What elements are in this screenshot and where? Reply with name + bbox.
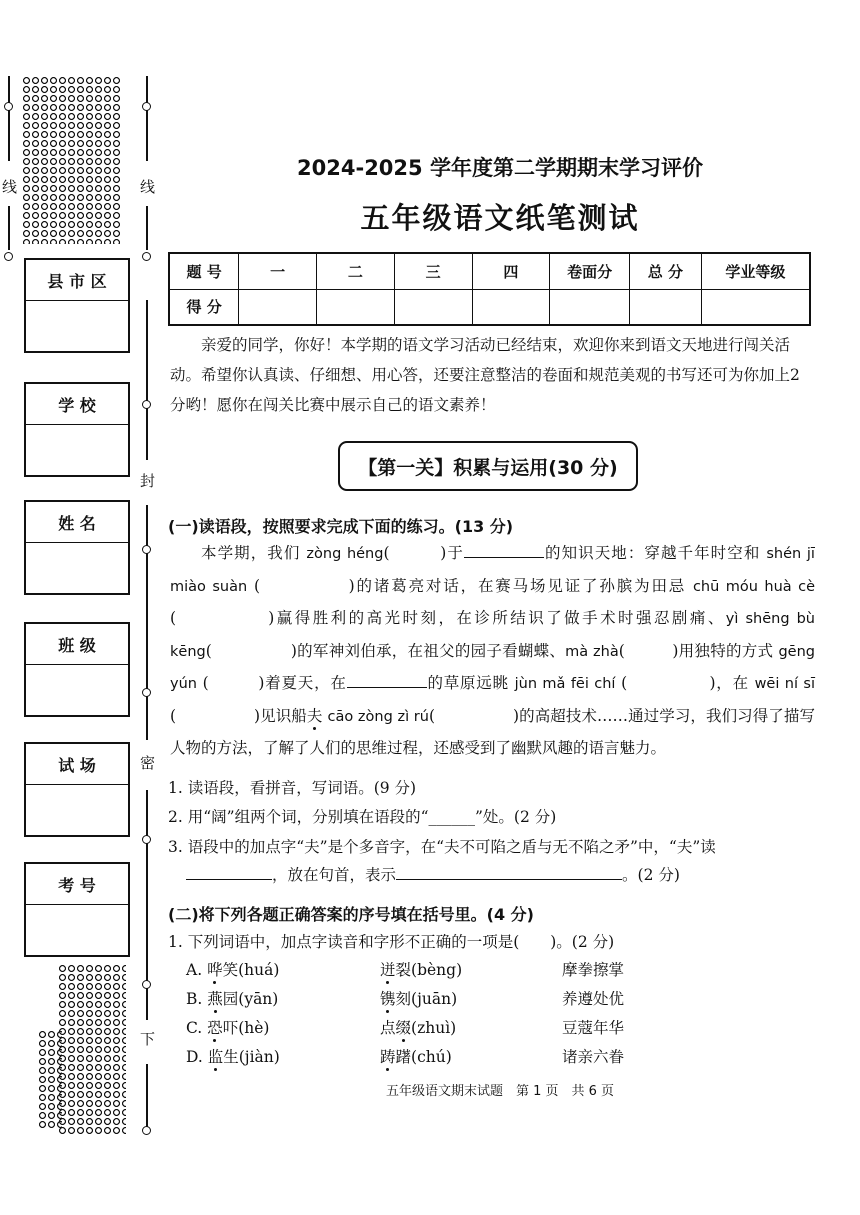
- question-1-2: 2. 用“阔”组两个词，分别填在语段的“______”处。(2 分): [168, 808, 557, 826]
- score-cell-part4: 四: [472, 253, 550, 289]
- option-col-2: [380, 956, 462, 984]
- exam-room-input[interactable]: [26, 785, 128, 835]
- option-letter[interactable]: D.: [186, 1048, 208, 1066]
- passage-text: ( )，在: [615, 674, 755, 692]
- score-table-header-row: [169, 253, 810, 289]
- stage-1-banner: 【第一关】积累与运用(30 分): [338, 441, 638, 491]
- pinyin-prompt: yì shēng bù kēng: [170, 611, 815, 660]
- binding-ring: [142, 980, 151, 989]
- question-1-3-mid: ，放在句首，表示: [272, 866, 397, 884]
- option-idiom: 养遵处优: [562, 990, 625, 1008]
- pinyin-prompt: shén jī miào suàn: [170, 546, 815, 595]
- pinyin-prompt: wēi ní sī: [754, 676, 815, 692]
- binding-line: [146, 206, 148, 250]
- binding-line: [146, 76, 148, 161]
- section-1-heading: (一)读语段，按照要求完成下面的练习。(13 分): [168, 517, 514, 536]
- dotted-char: 哗: [207, 961, 223, 979]
- option-col-1: [186, 985, 278, 1013]
- passage-text: ( )见识船: [170, 706, 307, 725]
- option-text: 刻(juān): [395, 990, 458, 1008]
- exam-room-label: 试 场: [26, 744, 128, 785]
- option-text: 园(yān): [222, 990, 279, 1008]
- pinyin-prompt: zòng héng: [306, 546, 384, 562]
- binding-ring: [142, 1126, 151, 1135]
- binding-line: [146, 300, 148, 460]
- binding-ring: [142, 400, 151, 409]
- exam-number-input[interactable]: [26, 905, 128, 955]
- score-input[interactable]: [701, 289, 810, 325]
- option-col-2: [380, 985, 457, 1013]
- name-field-box[interactable]: [24, 500, 130, 595]
- passage-text: ( )的诸葛亮对话，在赛马场见证了孙膑为田忌: [247, 576, 693, 595]
- school-input[interactable]: [26, 425, 128, 475]
- passage-text: ( )用独特的方式: [618, 641, 779, 660]
- pinyin-prompt: mà zhà: [565, 643, 619, 660]
- passage-text: 的知识天地：穿越千年时空和: [543, 544, 767, 562]
- school-label: 学 校: [26, 384, 128, 425]
- score-cell-part1: 一: [239, 253, 317, 289]
- dotted-char: 监: [207, 1048, 224, 1066]
- option-letter[interactable]: B.: [186, 990, 208, 1008]
- dotted-char: 恐: [207, 1019, 223, 1037]
- binding-line: [146, 505, 148, 740]
- option-col-1: [186, 956, 279, 984]
- score-cell-neatness: 卷面分: [550, 253, 630, 289]
- option-letter[interactable]: C.: [186, 1019, 208, 1037]
- dotted-char: 迸: [380, 961, 396, 979]
- dotted-char: 燕: [207, 990, 223, 1008]
- option-letter[interactable]: A.: [186, 961, 208, 979]
- binding-line: [8, 206, 10, 250]
- binding-char-line-left: 线: [2, 178, 18, 196]
- exam-number-label: 考 号: [26, 864, 128, 905]
- option-text: 吓(hè): [222, 1019, 270, 1037]
- dotted-char: 缀: [395, 1019, 412, 1037]
- binding-char-secret: 密: [140, 754, 156, 772]
- question-1-3: [168, 833, 816, 889]
- county-label: 县 市 区: [26, 260, 128, 301]
- score-table-score-row: [169, 289, 810, 325]
- score-cell-grade: 学业等级: [701, 253, 810, 289]
- score-input[interactable]: [472, 289, 550, 325]
- option-text: 裂(bèng): [395, 961, 463, 979]
- dotted-char: 夫: [306, 706, 323, 725]
- class-input[interactable]: [26, 665, 128, 715]
- county-field-box[interactable]: [24, 258, 130, 353]
- answer-blank[interactable]: [464, 539, 544, 558]
- option-text: 点: [380, 1019, 396, 1037]
- name-input[interactable]: [26, 543, 128, 593]
- binding-char-seal: 封: [140, 472, 156, 490]
- score-row-label: 得 分: [169, 289, 239, 325]
- option-col-2: [380, 1014, 456, 1042]
- binding-line: [8, 76, 10, 161]
- answer-blank[interactable]: [396, 861, 622, 880]
- page-footer: 五年级语文期末试题 第 1 页 共 6 页: [385, 1084, 615, 1099]
- answer-blank[interactable]: [347, 669, 427, 688]
- score-table: [168, 252, 811, 326]
- score-input[interactable]: [630, 289, 702, 325]
- option-col-2: [380, 1043, 452, 1071]
- binding-ring: [142, 688, 151, 697]
- option-idiom: 豆蔻年华: [562, 1019, 625, 1037]
- section-2-heading: (二)将下列各题正确答案的序号填在括号里。(4 分): [168, 905, 534, 924]
- score-input[interactable]: [239, 289, 317, 325]
- binding-dots-top: [22, 76, 122, 244]
- passage-text: 的草原远眺: [426, 674, 515, 692]
- exam-subtitle: 五年级语文纸笔测试: [360, 201, 640, 235]
- binding-ring: [142, 252, 151, 261]
- score-cell-total: 总 分: [630, 253, 702, 289]
- option-text: 生(jiàn): [223, 1048, 280, 1066]
- binding-char-below: 下: [140, 1030, 156, 1048]
- passage-text: ( )赢得胜利的高光时刻，在诊所结识了做手术时强忍剧痛、: [170, 609, 726, 627]
- exam-number-field-box[interactable]: [24, 862, 130, 957]
- binding-dots-bottom-left: [38, 1030, 62, 1130]
- class-field-box[interactable]: [24, 622, 130, 717]
- binding-ring: [4, 252, 13, 261]
- pinyin-prompt: jùn mǎ fēi chí: [514, 676, 616, 692]
- binding-ring: [142, 102, 151, 111]
- question-1-3-end: 。(2 分): [622, 866, 680, 884]
- score-input[interactable]: [394, 289, 472, 325]
- binding-ring: [142, 545, 151, 554]
- option-text: 躇(chú): [395, 1048, 452, 1066]
- option-idiom: 摩拳擦掌: [562, 961, 625, 979]
- intro-paragraph: 亲爱的同学，你好！本学期的语文学习活动已经结束，欢迎你来到语文天地进行闯关活动。希望你认真读、仔细想、用心答，还要注意整洁的卷面和规范美观的书写还可为你加上2分哟！愿你在闯关比赛中展示自己的语文素养！: [170, 336, 800, 414]
- class-label: 班 级: [26, 624, 128, 665]
- option-text: (zhuì): [411, 1019, 457, 1037]
- score-cell-label: 题 号: [169, 253, 239, 289]
- passage-text: ( )的高超技术……通过学习，我们习得了描写人物的方法，了解了人们的思维过程，还感受到了幽默风趣的语言魅力。: [170, 706, 815, 757]
- passage-text: ( )于: [383, 544, 464, 562]
- option-col-1: [186, 1014, 269, 1042]
- binding-char-line-right: 线: [140, 178, 156, 196]
- score-cell-part3: 三: [394, 253, 472, 289]
- question-1-1: 1. 读语段，看拼音，写词语。(9 分): [168, 779, 417, 797]
- binding-dots-bottom: [58, 964, 126, 1136]
- question-1-3-text: 3. 语段中的加点字“夫”是个多音字，在“夫不可陷之盾与无不陷之矛”中，“夫”读: [168, 838, 716, 856]
- county-input[interactable]: [26, 301, 128, 351]
- score-input[interactable]: [317, 289, 395, 325]
- passage-text: ( )的军神刘伯承，在祖父的园子看蝴蝶、: [205, 641, 566, 660]
- binding-line: [146, 1064, 148, 1134]
- dotted-char: 镌: [380, 990, 396, 1008]
- exam-room-field-box[interactable]: [24, 742, 130, 837]
- reading-passage: [170, 538, 815, 765]
- question-2-1: 1. 下列词语中，加点字读音和字形不正确的一项是( )。(2 分): [168, 933, 615, 951]
- name-label: 姓 名: [26, 502, 128, 543]
- passage-text: 本学期，我们: [201, 544, 307, 562]
- score-input[interactable]: [550, 289, 630, 325]
- option-col-1: [186, 1043, 280, 1071]
- dotted-char: 踌: [380, 1048, 396, 1066]
- pinyin-prompt: chū móu huà cè: [692, 578, 816, 595]
- binding-ring: [142, 835, 151, 844]
- binding-ring: [4, 102, 13, 111]
- school-field-box[interactable]: [24, 382, 130, 477]
- exam-title: 2024-2025 学年度第二学期期末学习评价: [297, 156, 703, 180]
- option-idiom: 诸亲六眷: [562, 1048, 625, 1066]
- score-cell-part2: 二: [317, 253, 395, 289]
- answer-blank[interactable]: [186, 861, 272, 880]
- pinyin-prompt: cāo zòng zì rú: [327, 708, 429, 725]
- passage-text: ( )着夏天，在: [196, 674, 347, 692]
- pinyin-prompt: gēng yún: [170, 643, 815, 692]
- option-text: 笑(huá): [222, 961, 280, 979]
